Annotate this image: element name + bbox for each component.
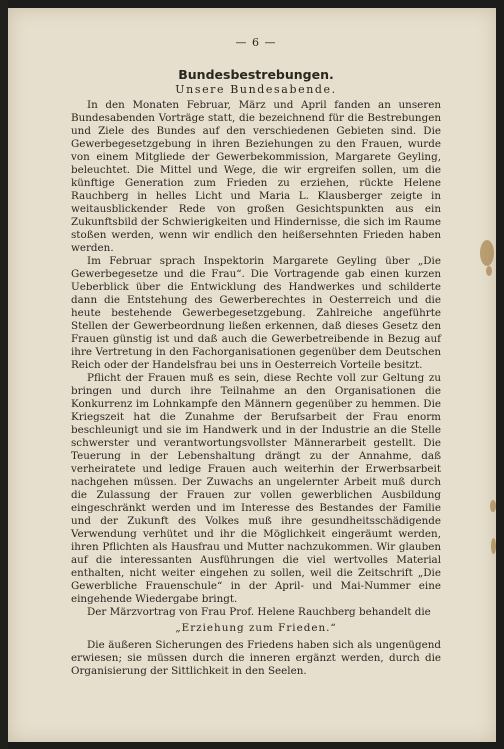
lecture-title: „Erziehung zum Frieden.“ bbox=[175, 622, 337, 634]
paper-stain bbox=[486, 266, 492, 276]
scan-edge bbox=[0, 0, 8, 749]
paragraph: In den Monaten Februar, März und April fanden an unseren Bundesabenden Vorträge statt, die bezeichnend für die Bestrebungen und Ziele des Bundes auf den verschiedenen Gebieten sind. Die Gewerbegesetzgebung in ihren Beziehungen zu den Frauen, wurde von einem Mitgliede der Gewerbekommission, Margarete Geyling, beleuchtet. Die Mittel und Wege, die wir ergreifen sollen, um die künftige Generation zum Frieden zu erziehen, rückte Helene Rauchberg in helles Licht und Maria L. Klausberger zeigte in weitausblickender Rede von großen Gesichtspunkten aus ein Zukunftsbild der Schwierigkeiten und Hindernisse, die sich im Raume stoßen werden, wenn wir endlich den heißersehnten Frieden haben werden. bbox=[71, 99, 441, 254]
paragraph: Der Märzvortrag von Frau Prof. Helene Rauchberg behandelt die bbox=[87, 606, 431, 618]
final-paragraph: Die äußeren Sicherungen des Friedens haben sich als ungenügend erwiesen; sie müssen durch die inneren ergänzt werden, durch die Organisierung der Sittlichkeit in den Seelen. bbox=[71, 639, 441, 677]
paper-stain bbox=[490, 500, 496, 512]
page-content bbox=[71, 36, 441, 678]
paragraph: Pflicht der Frauen muß es sein, diese Rechte voll zur Geltung zu bringen und durch ihre Teilnahme an den Organisationen die Konkurrenz im Lohnkampfe den Männern gegenüber zu hemmen. Die Kriegszeit hat die Zunahme der Berufsarbeit der Frau enorm beschleunigt und sie im Handwerk und in der Industrie an die Stelle schwerster und verantwortungsvollster Männerarbeit gestellt. Die Teuerung in der Lebenshaltung drängt zu der Annahme, daß verheiratete und ledige Frauen auch weiterhin der Erwerbsarbeit nachgehen müssen. Der Zuwachs an ungelernter Arbeit muß durch die Zulassung der Frauen zur vollen gewerblichen Ausbildung eingeschränkt werden und im Interesse des Bestandes der Familie und der Zukunft des Volkes muß ihre gesundheitsschädigende Verwendung verhütet und ihr die Möglichkeit eingeräumt werden, ihren Pflichten als Hausfrau und Mutter nachzukommen. Wir glauben auf die interessanten Ausführungen die viel wertvolles Material enthalten, nicht weiter eingehen zu sollen, weil die Zeitschrift „Die Gewerbliche Frauenschule“ in der April- und Mai-Nummer eine eingehende Wiedergabe bringt. bbox=[71, 372, 441, 605]
paragraph: Im Februar sprach Inspektorin Margarete Geyling über „Die Gewerbegesetze und die Frau“. Die Vortragende gab einen kurzen Ueberblick über die Entwicklung des Handwerkes und schilderte dann die Entstehung des Gewerberechtes in Oesterreich und die heute bestehende Gewerbegesetzgebung. Zahlreiche angeführte Stellen der Gewerbeordnung ließen erkennen, daß dieses Gesetz den Frauen günstig ist und daß auch die Gewerbetreibende in Bezug auf ihre Vertretung in den Fachorganisationen gegenüber dem Deutschen Reich oder der Handelsfrau bei uns in Oesterreich Vorteile besitzt. bbox=[71, 255, 441, 371]
paper-stain bbox=[480, 240, 494, 266]
page-number: — 6 — bbox=[235, 36, 277, 49]
section-heading: Bundesbestrebungen. bbox=[178, 67, 334, 82]
paper-stain bbox=[491, 538, 496, 554]
section-subheading: Unsere Bundesabende. bbox=[175, 83, 337, 96]
